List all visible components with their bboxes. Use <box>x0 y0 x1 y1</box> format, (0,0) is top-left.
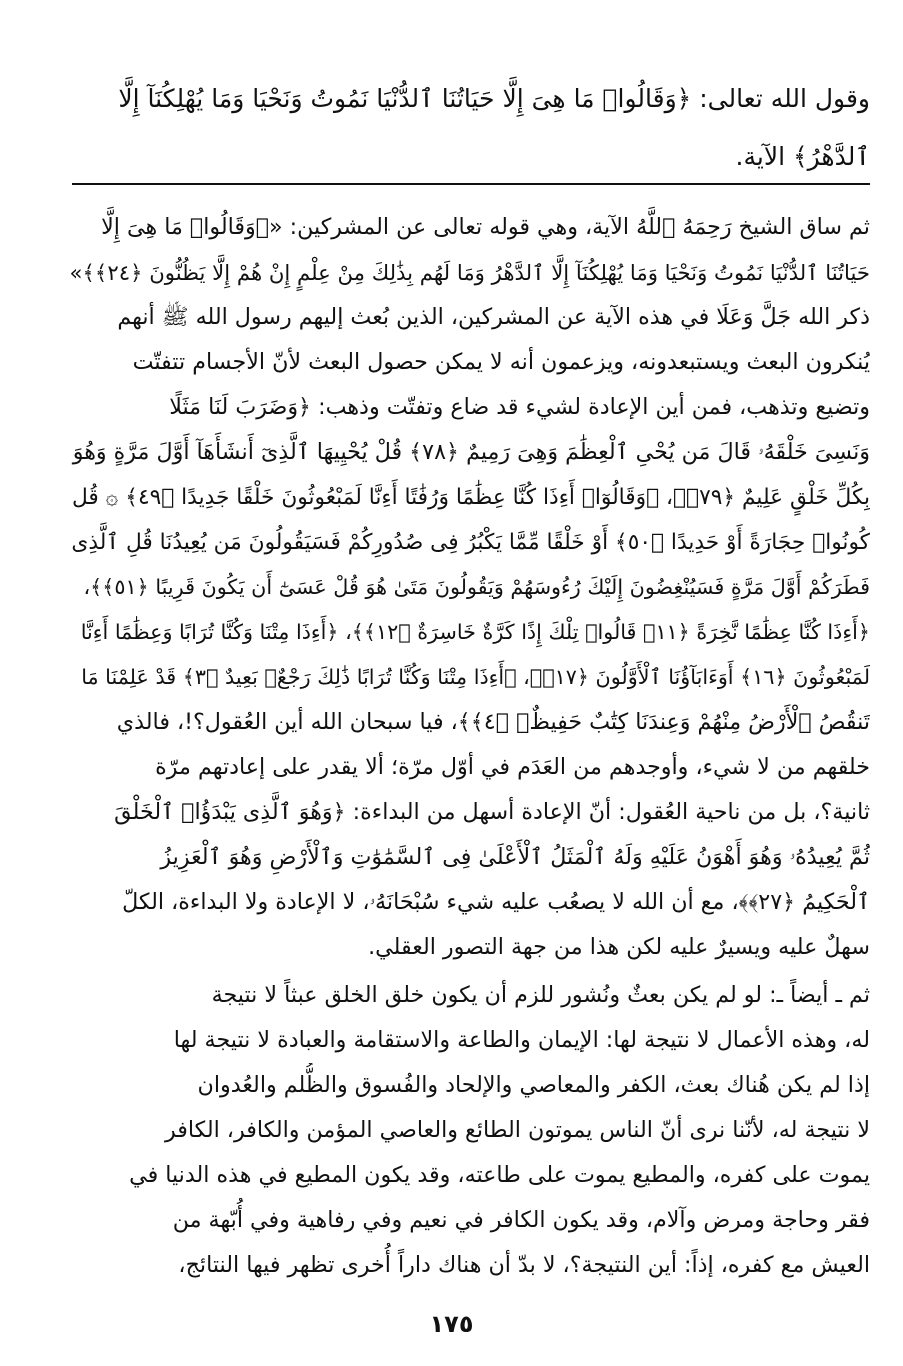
text-line: ٱلدَّهْرُ﴾ الآية. <box>735 142 870 171</box>
section-divider <box>72 183 870 185</box>
text-line: فَطَرَكُمْ أَوَّلَ مَرَّةٍ فَسَيُنْغِضُونَ إِلَيْكَ رُءُوسَهُمْ وَيَقُولُونَ مَتَىٰ هُوَ قُلْ عَسَىٰٓ أَن يَكُونَ قَرِيبًا ﴿٥١﴾﴾، <box>83 575 870 599</box>
text-line: له، وهذه الأعمال لا نتيجة لها: الإيمان والطاعة والاستقامة والعبادة لا نتيجة لها <box>173 1027 870 1053</box>
commentary-body <box>70 205 870 1288</box>
text-line: تَنقُصُ ٱلْأَرْضُ مِنْهُمْ وَعِندَنَا كِتَٰبٌ حَفِيظٌۢ ﴿٤﴾﴾، فيا سبحان الله أين العُقول؟!، فالذي <box>116 709 870 735</box>
text-line: خلقهم من لا شيء، وأوجدهم من العَدَم في أوّل مرّة؛ ألا يقدر على إعادتهم مرّة <box>155 754 870 780</box>
text-line: ثم ـ أيضاً ـ: لو لم يكن بعثٌ ونُشور للزم أن يكون خلق الخلق عبثاً لا نتيجة <box>211 982 870 1008</box>
text-line: حَيَاتُنَا ٱلدُّنْيَا نَمُوتُ وَنَحْيَا وَمَا يُهْلِكُنَآ إِلَّا ٱلدَّهْرُ وَمَا لَهُم بِذَٰلِكَ مِنْ عِلْمٍ إِنْ هُمْ إِلَّا يَظُنُّونَ ﴿٢٤﴾﴾» <box>70 260 870 285</box>
text-line: كُونُوا۟ حِجَارَةً أَوْ حَدِيدًا ﴿٥٠﴾ أَوْ خَلْقًا مِّمَّا يَكْبُرُ فِى صُدُورِكُمْ فَسَيَقُولُونَ مَن يُعِيدُنَا قُلِ ٱلَّذِى <box>71 530 870 555</box>
text-line: ثم ساق الشيخ رَحِمَهُ ٱللَّهُ الآية، وهي قوله تعالى عن المشركين: «﴿وَقَالُوا۟ مَا هِىَ إِلَّا <box>101 214 870 240</box>
text-line: يُنكرون البعث ويستبعدونه، ويزعمون أنه لا يمكن حصول البعث لأنّ الأجسام تتفتّت <box>132 349 870 375</box>
text-line: ٱلْحَكِيمُ ﴿٢٧﴾﴾، مع أن الله لا يصعُب عليه شيء سُبْحَانَهُۥ، لا الإعادة ولا البداءة، الكلّ <box>122 889 870 915</box>
text-line: لا نتيجة له، لأنّنا نرى أنّ الناس يموتون الطائع والعاصي المؤمن والكافر، الكافر <box>164 1117 870 1143</box>
text-line: وقول الله تعالى: ﴿وَقَالُوا۟ مَا هِىَ إِلَّا حَيَاتُنَا ٱلدُّنْيَا نَمُوتُ وَنَحْيَا وَمَا يُهْلِكُنَآ إِلَّا <box>118 84 870 113</box>
page-number: ١٧٥ <box>429 1310 474 1338</box>
text-line: ثانية؟، بل من ناحية العُقول: أنّ الإعادة أسهل من البداءة: ﴿وَهُوَ ٱلَّذِى يَبْدَؤُا۟ ٱلْخَلْقَ <box>114 799 870 825</box>
intro-quote-paragraph <box>70 70 870 186</box>
paragraph-1 <box>70 205 870 970</box>
text-line: بِكُلِّ خَلْقٍ عَلِيمٌ ﴿٧٩﴾﴾، ﴿وَقَالُوٓا۟ أَءِذَا كُنَّا عِظَٰمًا وَرُفَٰتًا أَءِنَّا لَمَبْعُوثُونَ خَلْقًا جَدِيدًا ﴿٤٩﴾ ۞ قُل <box>71 485 870 510</box>
text-line: يموت على كفره، والمطيع يموت على طاعته، وقد يكون المطيع في هذه الدنيا في <box>129 1162 870 1188</box>
paragraph-2 <box>70 973 870 1288</box>
text-line: ﴿أَءِذَا كُنَّا عِظَٰمًا نَّخِرَةً ﴿١١﴾ قَالُوا۟ تِلْكَ إِذًا كَرَّةٌ خَاسِرَةٌ ﴿١٢﴾﴾، ﴿أَءِذَا مِتْنَا وَكُنَّا تُرَابًا وَعِظَٰمًا أَءِنَّا <box>80 620 870 644</box>
text-line: فقر وحاجة ومرض وآلام، وقد يكون الكافر في نعيم وفي رفاهية وفي أُبّهة من <box>172 1207 870 1233</box>
text-line: وتضيع وتذهب، فمن أين الإعادة لشيء قد ضاع وتفتّت وذهب: ﴿وَضَرَبَ لَنَا مَثَلًا <box>169 394 870 420</box>
text-line: ذكر الله جَلَّ وَعَلَا في هذه الآية عن المشركين، الذين بُعث إليهم رسول الله ﷺ أنهم <box>117 304 870 330</box>
text-line: ثُمَّ يُعِيدُهُۥ وَهُوَ أَهْوَنُ عَلَيْهِ وَلَهُ ٱلْمَثَلُ ٱلْأَعْلَىٰ فِى ٱلسَّمَٰوَٰتِ وَٱلْأَرْضِ وَهُوَ ٱلْعَزِيزُ <box>160 844 870 870</box>
text-line: سهلٌ عليه ويسيرٌ عليه لكن هذا من جهة التصور العقلي. <box>368 934 870 960</box>
text-line: العيش مع كفره، إذاً: أين النتيجة؟، لا بدّ أن هناك داراً أُخرى تظهر فيها النتائج، <box>178 1252 870 1278</box>
text-line: لَمَبْعُوثُونَ ﴿١٦﴾ أَوَءَابَآؤُنَا ٱلْأَوَّلُونَ ﴿١٧﴾﴾، ﴿أَءِذَا مِتْنَا وَكُنَّا تُرَابًا ذَٰلِكَ رَجْعٌۢ بَعِيدٌ ﴿٣﴾ قَدْ عَلِمْنَا مَا <box>81 665 870 689</box>
text-line: وَنَسِىَ خَلْقَهُۥ قَالَ مَن يُحْىِ ٱلْعِظَٰمَ وَهِىَ رَمِيمٌ ﴿٧٨﴾ قُلْ يُحْيِيهَا ٱلَّذِىٓ أَنشَأَهَآ أَوَّلَ مَرَّةٍ وَهُوَ <box>72 439 870 465</box>
text-line: إذا لم يكن هُناك بعث، الكفر والمعاصي والإلحاد والفُسوق والظُّلم والعُدوان <box>197 1072 870 1098</box>
